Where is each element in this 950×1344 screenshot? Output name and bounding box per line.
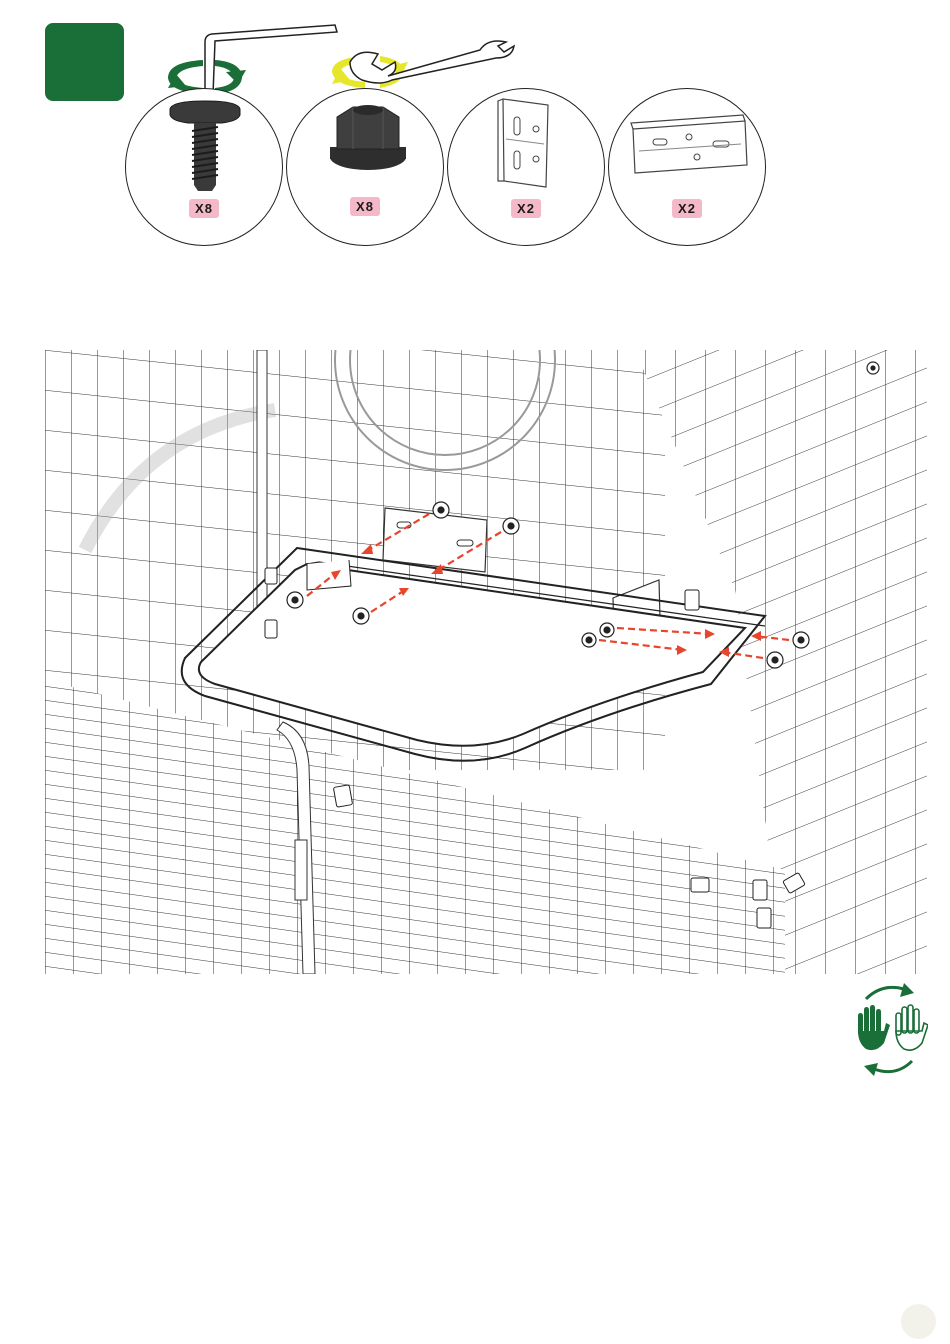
hex-key-icon bbox=[168, 25, 337, 95]
part-quantity: X2 bbox=[672, 199, 702, 218]
spanner-icon bbox=[332, 41, 514, 88]
bolt-icon bbox=[126, 89, 284, 247]
part-flange-nut bbox=[286, 88, 444, 246]
short-bracket-plate-icon bbox=[448, 89, 606, 247]
two-person-assembly-icon bbox=[852, 983, 928, 1076]
part-bolt bbox=[125, 88, 283, 246]
part-quantity: X8 bbox=[350, 197, 380, 216]
page-number-marker bbox=[901, 1304, 936, 1339]
part-quantity: X8 bbox=[189, 199, 219, 218]
cage-handle-assembly-illustration bbox=[45, 350, 927, 974]
parts-list bbox=[120, 88, 780, 253]
part-short-bracket bbox=[447, 88, 605, 246]
right-hand-icon bbox=[896, 1005, 928, 1050]
part-quantity: X2 bbox=[511, 199, 541, 218]
flange-nut-icon bbox=[287, 89, 445, 247]
left-hand-icon bbox=[858, 1005, 890, 1050]
part-long-bracket bbox=[608, 88, 766, 246]
long-bracket-plate-icon bbox=[609, 89, 767, 247]
assembly-diagram bbox=[45, 350, 927, 974]
